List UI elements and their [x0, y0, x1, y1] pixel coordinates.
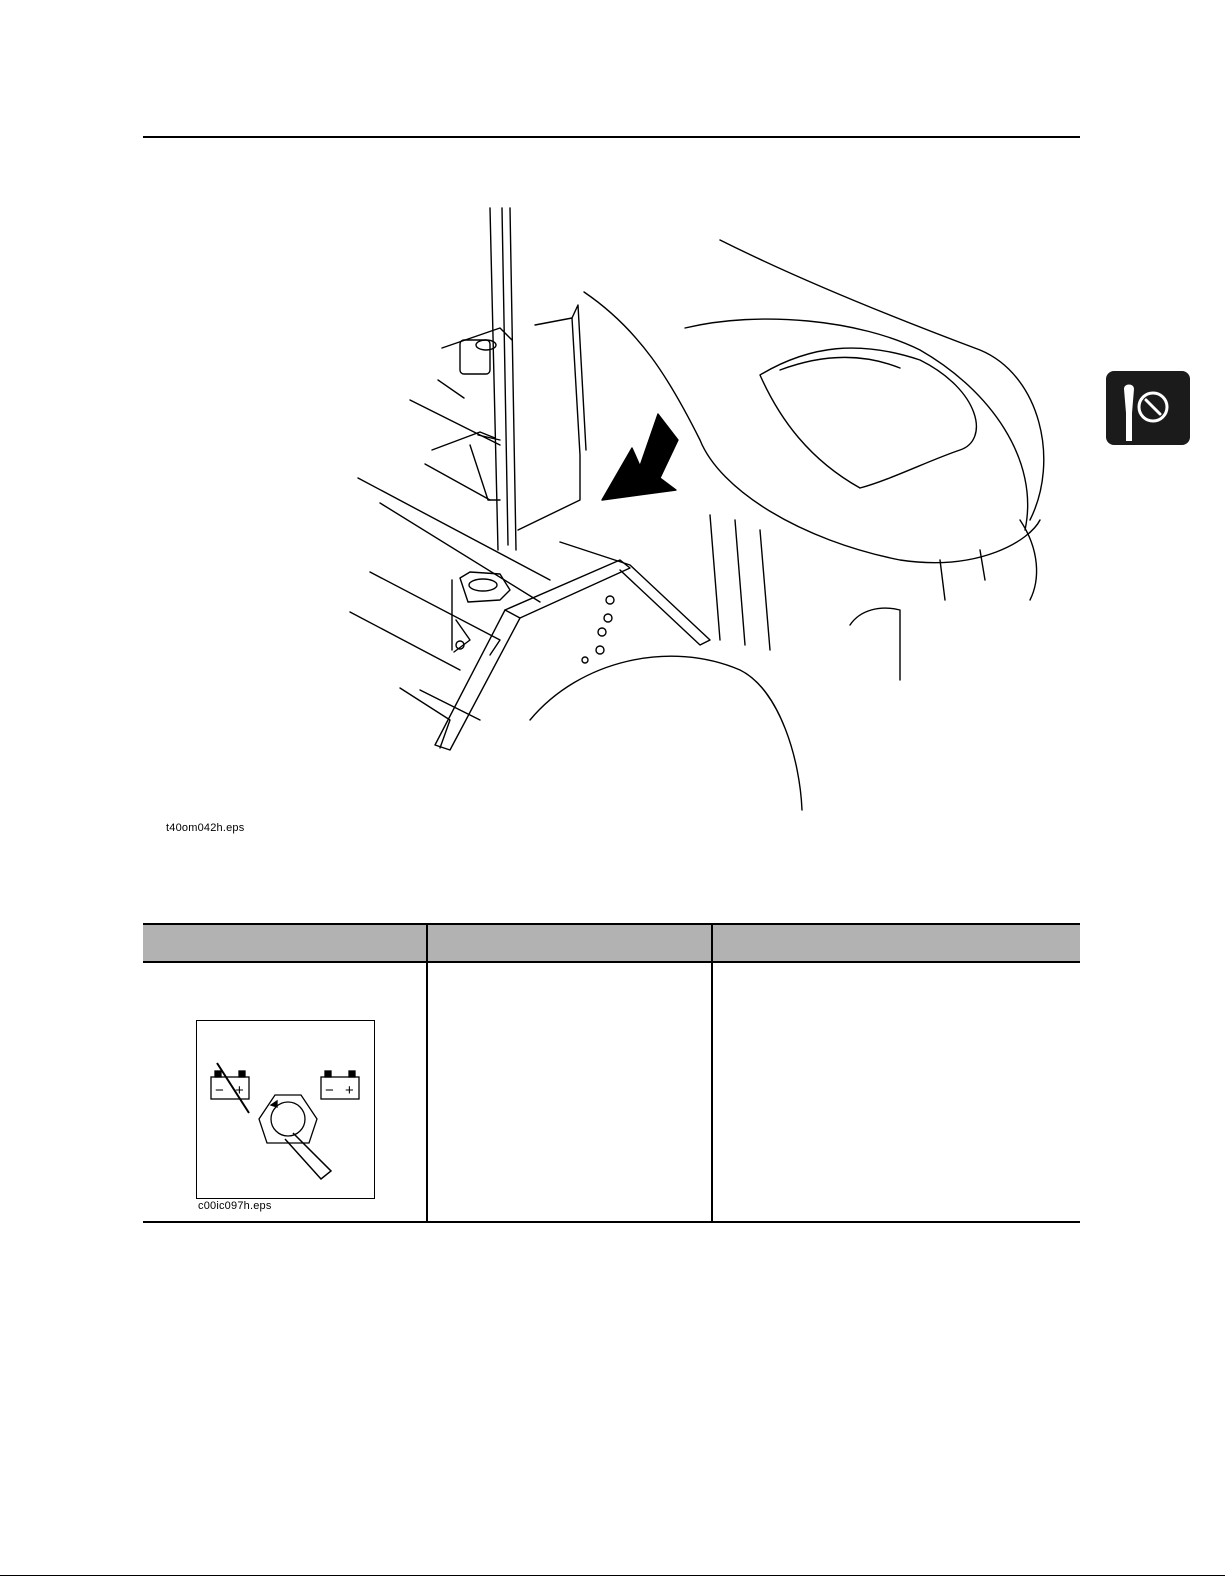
battery-plus: + [345, 1082, 354, 1099]
header-rule [143, 136, 1080, 138]
table-header-row [143, 923, 1080, 963]
battery-minus: − [215, 1082, 224, 1099]
battery-plus: + [235, 1082, 244, 1099]
battery-minus: − [325, 1082, 334, 1099]
figure-caption: t40om042h.eps [166, 822, 245, 834]
key-off-icon [1106, 371, 1190, 445]
info-table [143, 923, 1080, 1223]
decal-caption: c00ic097h.eps [198, 1200, 272, 1212]
footer-rule [0, 1575, 1225, 1576]
column-divider [711, 923, 713, 1223]
table-bottom-rule [143, 1221, 1080, 1223]
column-divider [426, 923, 428, 1223]
machine-illustration [340, 200, 1060, 820]
section-tab [1106, 371, 1190, 445]
battery-disconnect-decal [196, 1020, 375, 1199]
